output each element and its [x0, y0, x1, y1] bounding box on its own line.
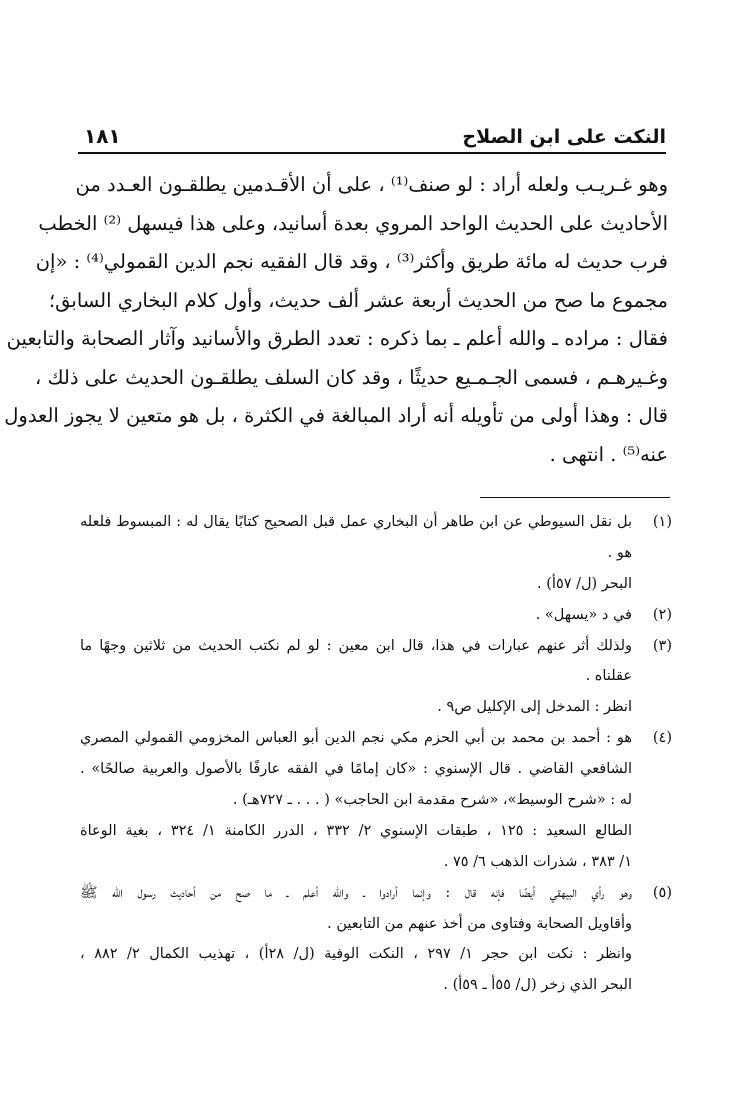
footnote-line [80, 692, 672, 723]
footnote-line [80, 754, 672, 785]
main-text-line: قال : وهذا أولى من تأويله أنه أراد المبالغة في الكثرة ، بل هو متعين لا يجوز العدول [4, 404, 668, 427]
page-number: ١٨١ [84, 124, 121, 148]
running-title: النكت على ابن الصلاح [462, 126, 666, 148]
footnote-separator [480, 497, 670, 498]
footnote-line [80, 939, 672, 970]
footnote-line [80, 569, 672, 600]
footnote-text: وهو رأي البيهقي أيضًا فإنه قال : وإنما أرادوا ـ والله أعلم ـ ما صح من أحاديث رسول الله ﷺ [80, 884, 632, 901]
footnote-line [80, 538, 672, 569]
main-text-line: وهو غـريـب ولعله أراد : لو صنف⁽¹⁾ ، على أن الأقـدمين يطلقـون العـدد من [75, 173, 668, 196]
footnote-text: انظر : المدخل إلى الإكليل ص٩ . [437, 699, 632, 716]
footnote-number: (٤) [652, 730, 672, 747]
main-text-line: عنه⁽⁵⁾ . انتهى . [549, 442, 668, 466]
footnote-number: (٢) [652, 606, 672, 623]
footnote-line [80, 631, 672, 662]
footnote-text: هو . [607, 544, 632, 561]
main-text-line: مجموع ما صح من الحديث أربعة عشر ألف حديث، وأول كلام البخاري السابق؛ [48, 288, 668, 312]
footnote-line [80, 723, 672, 754]
main-text-line: فرب حديث له مائة طريق وأكثر⁽³⁾ ، وقد قال الفقيه نجم الدين القمولي⁽⁴⁾ : «إن [35, 250, 668, 273]
footnote-text: وانظر : نكت ابن حجر ١/ ٢٩٧ ، النكت الوفية (ل/ ٢٨أ) ، تهذيب الكمال ٢/ ٨٨٢ ، [80, 946, 633, 963]
footnote-number: (٣) [652, 637, 672, 654]
footnote-text: ولذلك أثر عنهم عبارات في هذا، قال ابن معين : لو لم نكتب الحديث من ثلاثين وجهًا ما [80, 637, 633, 654]
footnote-number: (١) [652, 514, 672, 530]
footnote-text: له : «شرح الوسيط»، «شرح مقدمة ابن الحاجب» ( . . . ـ ٧٢٧هـ) . [232, 792, 632, 809]
footnote-line [80, 600, 672, 631]
footnote-line [80, 909, 672, 940]
footnote-line [80, 970, 672, 1001]
page-header [78, 112, 666, 154]
footnote-text: البحر الذي زخر (ل/ ٥٥أ ـ ٥٩أ) . [443, 977, 632, 994]
footnote-line [80, 878, 672, 909]
footnote-line [80, 847, 672, 878]
footnote-text: الطالع السعيد : ١٢٥ ، طبقات الإسنوي ٢/ ٣٣٢ ، الدرر الكامنة ١/ ٣٢٤ ، بغية الوعاة [80, 822, 633, 839]
footnote-line [80, 785, 672, 816]
main-text-line: فقال : مراده ـ والله أعلم ـ بما ذكره : تعدد الطرق والأسانيد وآثار الصحابة والتابعين [6, 327, 668, 350]
main-text-line: الأحاديث على الحديث الواحد المروي بعدة أسانيد، وعلى هذا فيسهل ⁽²⁾ الخطب [38, 211, 668, 235]
footnote-text: البحر (ل/ ٥٧أ) . [537, 575, 632, 592]
footnote-line [80, 816, 672, 847]
footnote-text: عقلناه . [585, 668, 632, 685]
main-text [4, 166, 668, 474]
footnote-text: في د «يسهل» . [535, 606, 632, 623]
footnotes [80, 507, 672, 1001]
main-text-line: وغـيرهـم ، فسمى الجـمـيع حديثًا ، وقد كان السلف يطلقـون الحديث على ذلك ، [34, 365, 668, 389]
footnote-text: ١/ ٣٨٣ ، شذرات الذهب ٦/ ٧٥ . [443, 853, 632, 870]
footnote-text: هو : أحمد بن محمد بن أبي الحزم مكي نجم الدين أبو العباس المخزومي القمولي المصري [80, 730, 632, 747]
footnote-text: الشافعي القاضي . قال الإسنوي : «كان إمامًا في الفقه عارفًا بالأصول والعربية صالحًا» . [80, 761, 632, 778]
footnote-number: (٥) [652, 884, 672, 901]
footnote-text: بل نقل السيوطي عن ابن طاهر أن البخاري عمل قبل الصحيح كتابًا يقال له : المبسوط فلعله [80, 514, 632, 530]
footnote-line [80, 661, 672, 692]
footnote-line [80, 507, 672, 538]
footnote-text: وأقاويل الصحابة وفتاوى من أخذ عنهم من التابعين . [327, 915, 632, 932]
